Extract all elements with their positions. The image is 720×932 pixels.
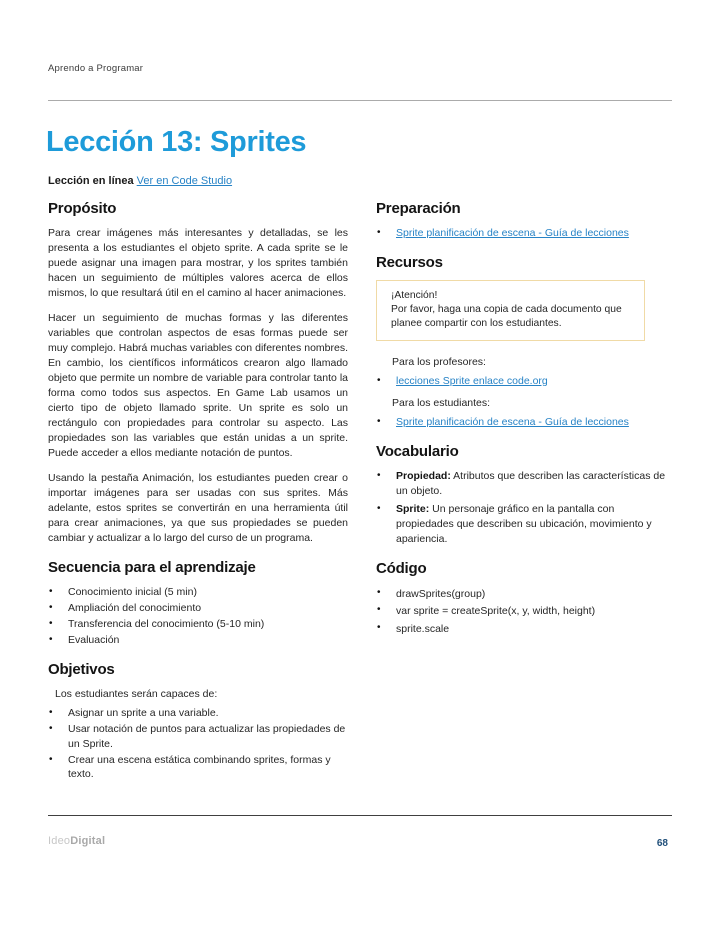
list-item-text: Ampliación del conocimiento xyxy=(68,602,202,614)
vocab-item xyxy=(376,469,672,499)
list-item-text: Crear una escena estática combinando sprites, formas y texto. xyxy=(68,753,331,780)
proposito-paragraph: Hacer un seguimiento de muchas formas y las diferentes variables que controlan aspectos de esas formas puede ser muy complejo. Habrá muchas variables con diferentes nombres. En cambio, los científicos informáticos crearon algo llamado objeto que permite un nombre de variable para controlar tanto la forma como todos sus aspectos. En Game Lab usamos un cierto tipo de objeto llamado sprite. Un sprite es solo un rectángulo con propiedades para controlar su aspecto. Las propiedades son las variables que están unidas a un sprite. Puede acceder a ellos mediante notación de puntos. xyxy=(48,312,348,459)
vocab-item xyxy=(376,502,672,547)
section-heading-preparacion: Preparación xyxy=(376,200,461,217)
vocab-term: Propiedad: xyxy=(396,469,451,482)
bullet-icon: • xyxy=(377,621,381,633)
header-divider xyxy=(48,100,672,101)
footer-brand-bold: Digital xyxy=(70,835,106,847)
section-heading-vocabulario: Vocabulario xyxy=(376,442,459,460)
code-text: drawSprites(group) xyxy=(396,587,486,600)
vocab-definition: Un personaje gráfico en la pantalla con propiedades que describen su ubicación, movimiento y apariencia. xyxy=(396,502,652,545)
teachers-label: Para los profesores: xyxy=(392,355,486,368)
list-item-text: Usar notación de puntos para actualizar las propiedades de un Sprite. xyxy=(68,723,346,750)
list-item xyxy=(376,374,672,389)
bullet-icon: • xyxy=(49,634,53,645)
page-number: 68 xyxy=(656,838,668,849)
list-item xyxy=(48,601,348,616)
bullet-icon: • xyxy=(377,374,381,386)
bullet-icon: • xyxy=(377,227,381,238)
attention-title: ¡Atención! xyxy=(391,289,438,301)
list-item-text: Conocimiento inicial (5 min) xyxy=(68,586,197,598)
list-item xyxy=(48,753,348,782)
footer-brand-light: Ideo xyxy=(48,835,71,847)
bullet-icon: • xyxy=(49,723,53,734)
bullet-icon: • xyxy=(377,586,381,598)
lesson-online-line xyxy=(48,175,232,187)
code-item xyxy=(376,586,672,602)
section-heading-objetivos: Objetivos xyxy=(48,660,115,678)
list-item xyxy=(376,226,672,241)
page-title: Lección 13: Sprites xyxy=(46,126,307,158)
list-item xyxy=(48,585,348,600)
running-header: Aprendo a Programar xyxy=(48,63,144,74)
bullet-icon: • xyxy=(377,416,381,427)
footer-divider xyxy=(48,815,672,816)
list-item xyxy=(376,415,672,430)
right-column xyxy=(376,200,672,638)
bullet-icon: • xyxy=(49,707,53,718)
attention-box xyxy=(376,280,645,341)
list-item xyxy=(48,617,348,632)
lesson-online-label: Lección en línea xyxy=(48,175,134,187)
objetivos-intro: Los estudiantes serán capaces de: xyxy=(55,687,218,700)
code-text: sprite.scale xyxy=(396,622,450,635)
list-item-text: Transferencia del conocimiento (5-10 min) xyxy=(68,618,265,630)
footer-brand xyxy=(48,835,105,847)
list-item xyxy=(48,633,348,648)
left-column xyxy=(48,200,348,783)
section-heading-proposito: Propósito xyxy=(48,200,117,217)
teachers-resource-link[interactable]: lecciones Sprite enlace code.org xyxy=(396,374,548,387)
vocab-term: Sprite: xyxy=(396,502,430,515)
bullet-icon: • xyxy=(49,586,53,597)
code-item xyxy=(376,621,672,637)
bullet-icon: • xyxy=(49,618,53,629)
code-item xyxy=(376,603,672,619)
preparacion-guide-link[interactable]: Sprite planificación de escena - Guía de lecciones xyxy=(396,227,629,239)
section-heading-secuencia: Secuencia para el aprendizaje xyxy=(48,559,256,576)
students-resource-link[interactable]: Sprite planificación de escena - Guía de lecciones xyxy=(396,416,629,428)
list-item xyxy=(48,722,348,751)
attention-body: Por favor, haga una copia de cada documento que planee compartir con los estudiantes. xyxy=(391,303,622,329)
bullet-icon: • xyxy=(49,602,53,613)
students-label: Para los estudiantes: xyxy=(392,397,491,409)
list-item-text: Evaluación xyxy=(68,634,120,646)
code-studio-link[interactable]: Ver en Code Studio xyxy=(136,175,233,187)
vocab-definition: Atributos que describen las características de un objeto. xyxy=(396,469,666,497)
list-item-text: Asignar un sprite a una variable. xyxy=(68,707,219,719)
code-text: var sprite = createSprite(x, y, width, height) xyxy=(396,605,596,617)
section-heading-recursos: Recursos xyxy=(376,253,443,271)
bullet-icon: • xyxy=(377,502,381,514)
bullet-icon: • xyxy=(377,469,381,481)
list-item xyxy=(48,706,348,721)
bullet-icon: • xyxy=(49,753,53,765)
proposito-paragraph: Usando la pestaña Animación, los estudiantes pueden crear o importar imágenes para ser usadas con sus sprites. Más adelante, estos sprites se convertirán en una herramienta útil para crear animaciones, ya que sus propiedades se pueden cambiar y actualizar a lo largo del curso de un programa. xyxy=(48,472,348,544)
bullet-icon: • xyxy=(377,604,381,615)
section-heading-codigo: Código xyxy=(376,559,427,577)
proposito-paragraph: Para crear imágenes más interesantes y detalladas, se les presenta a los estudiantes el objeto sprite. A cada sprite se le puede asignar una imagen para mostrar, y los sprites también hacen un seguimiento de múltiples valores acerca de ellos mismos, lo que resultará útil en el camino al hacer animaciones. xyxy=(48,227,348,299)
